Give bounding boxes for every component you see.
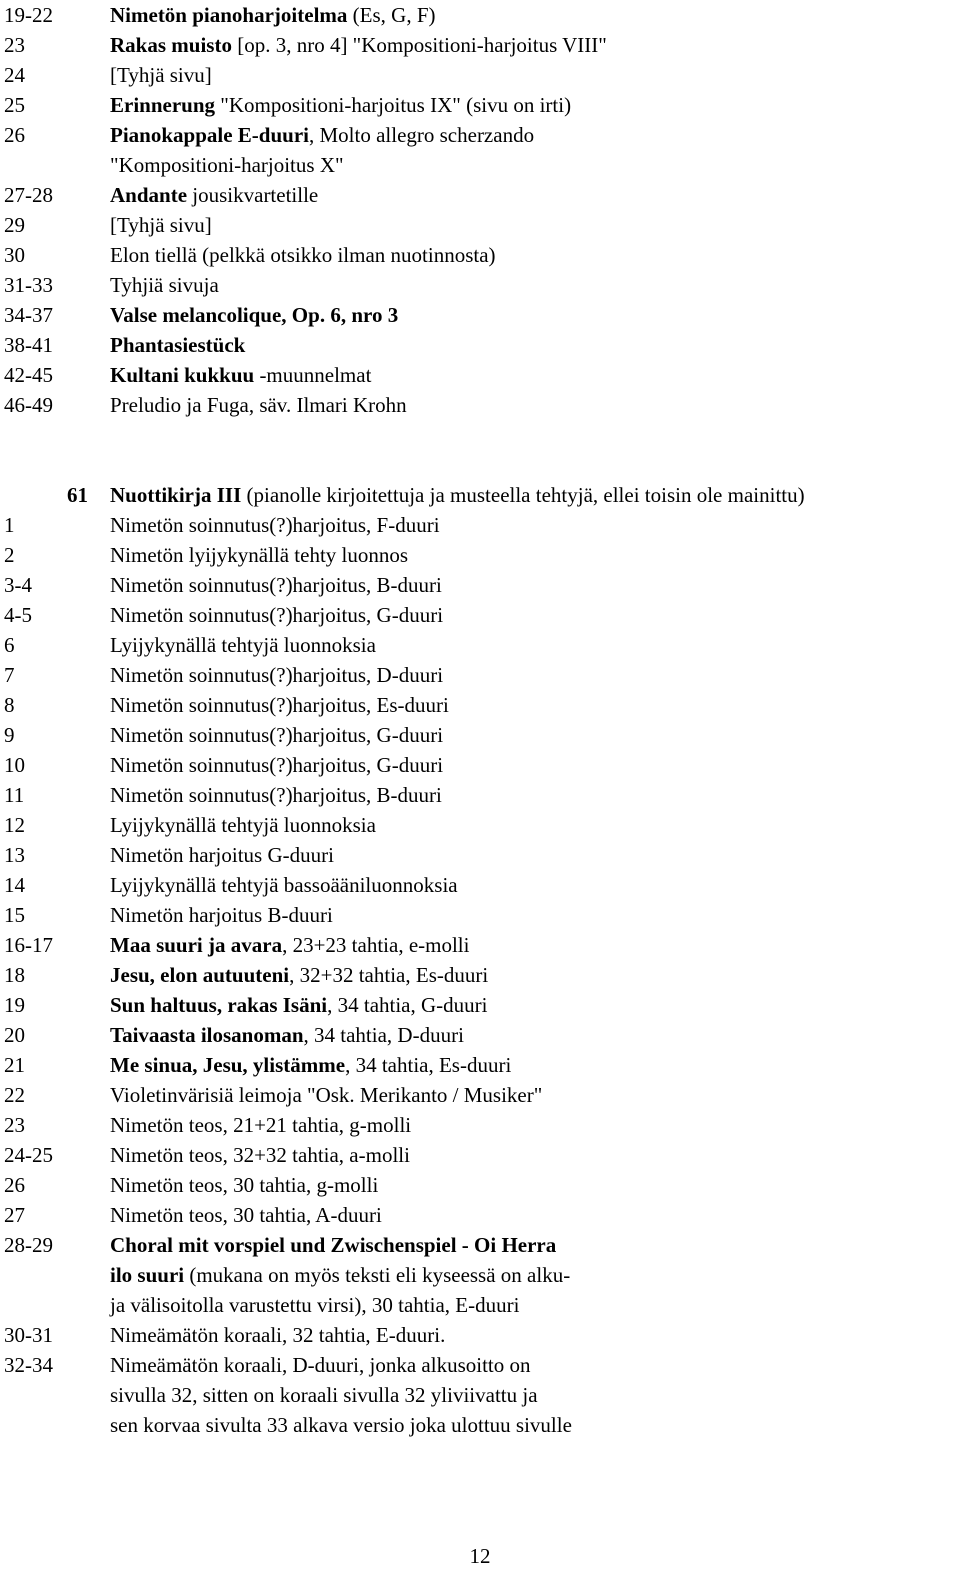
entry-row — [0, 960, 960, 990]
entry-description: Lyijykynällä tehtyjä bassoääniluonnoksia — [110, 873, 458, 897]
entry-description: , 34 tahtia, Es-duuri — [345, 1053, 512, 1077]
entry-description: "Kompositioni-harjoitus X" — [110, 153, 344, 177]
entry-text — [110, 1140, 410, 1170]
entry-row — [0, 660, 960, 690]
entry-text — [110, 990, 488, 1020]
entry-row — [0, 570, 960, 600]
entry-description: Elon tiellä (pelkkä otsikko ilman nuotinnosta) — [110, 243, 496, 267]
entry-text — [110, 240, 496, 270]
entry-text — [110, 1170, 378, 1200]
entry-text — [110, 120, 534, 150]
entry-description: Nimetön harjoitus G-duuri — [110, 843, 334, 867]
entry-row — [0, 1350, 960, 1380]
entry-page-range: 42-45 — [4, 363, 53, 387]
entry-description: Nimetön soinnutus(?)harjoitus, G-duuri — [110, 603, 444, 627]
entry-row — [0, 330, 960, 360]
entry-continuation-line — [0, 1410, 960, 1440]
entry-page-range: 12 — [4, 813, 25, 837]
entry-title: Sun haltuus, rakas Isäni — [110, 993, 328, 1017]
entry-page-range: 24-25 — [4, 1143, 53, 1167]
entry-row — [0, 1110, 960, 1140]
section-rows — [0, 510, 960, 1440]
entry-page-range: 31-33 — [4, 273, 53, 297]
entry-page-range: 3-4 — [4, 573, 32, 597]
entry-description: Nimetön teos, 30 tahtia, g-molli — [110, 1173, 379, 1197]
entry-row — [0, 270, 960, 300]
entry-description: -muunnelmat — [254, 363, 372, 387]
entry-page-range: 22 — [4, 1083, 25, 1107]
entry-text — [110, 540, 408, 570]
entry-description: Nimetön soinnutus(?)harjoitus, B-duuri — [110, 783, 442, 807]
entry-description: [op. 3, nro 4] "Kompositioni-harjoitus VIII" — [231, 33, 607, 57]
entry-page-range: 11 — [4, 783, 25, 807]
entry-page-range: 19 — [4, 993, 25, 1017]
entry-text — [110, 1110, 411, 1140]
entry-text — [110, 870, 458, 900]
entry-title: Taivaasta ilosanoman — [110, 1023, 304, 1047]
entry-description: Nimeämätön koraali, 32 tahtia, E-duuri. — [110, 1323, 446, 1347]
entry-description: , 34 tahtia, D-duuri — [303, 1023, 464, 1047]
entry-row — [0, 1080, 960, 1110]
entry-title: Jesu, elon autuuteni — [110, 963, 290, 987]
entry-title: Me sinua, Jesu, ylistämme — [110, 1053, 346, 1077]
entry-page-range: 29 — [4, 213, 25, 237]
entry-row — [0, 930, 960, 960]
entry-description: , 34 tahtia, G-duuri — [327, 993, 488, 1017]
entry-row — [0, 1230, 960, 1260]
entry-description: Nimetön teos, 32+32 tahtia, a-molli — [110, 1143, 410, 1167]
entry-description: jousikvartetille — [187, 183, 319, 207]
entry-row — [0, 900, 960, 930]
section-heading-title: Nuottikirja III — [110, 483, 242, 507]
entry-page-range: 4-5 — [4, 603, 32, 627]
entry-description: , 32+32 tahtia, Es-duuri — [289, 963, 489, 987]
entry-row — [0, 90, 960, 120]
entry-page-range: 23 — [4, 1113, 25, 1137]
entry-text — [110, 1320, 445, 1350]
entry-page-range: 13 — [4, 843, 25, 867]
entry-title: Maa suuri ja avara — [110, 933, 283, 957]
entry-row — [0, 540, 960, 570]
entry-row — [0, 360, 960, 390]
entry-page-range: 25 — [4, 93, 25, 117]
entry-description: Violetinvärisiä leimoja "Osk. Merikanto / Musiker" — [110, 1083, 543, 1107]
entry-page-range: 21 — [4, 1053, 25, 1077]
entry-page-range: 28-29 — [4, 1233, 53, 1257]
entry-page-range: 8 — [4, 693, 15, 717]
entry-text — [110, 1290, 519, 1320]
entry-description: Nimetön teos, 21+21 tahtia, g-molli — [110, 1113, 412, 1137]
entry-text — [110, 150, 344, 180]
entry-row — [0, 1170, 960, 1200]
entry-page-range: 26 — [4, 1173, 25, 1197]
entry-description: Nimetön soinnutus(?)harjoitus, G-duuri — [110, 723, 444, 747]
entry-description: [Tyhjä sivu] — [110, 213, 212, 237]
entry-page-range: 30 — [4, 243, 25, 267]
section-heading-number: 61 — [67, 483, 88, 507]
section-heading-text — [110, 480, 805, 510]
entry-title: Kultani kukkuu — [110, 363, 255, 387]
entry-text — [110, 780, 442, 810]
entry-page-range: 14 — [4, 873, 25, 897]
entry-description: sivulla 32, sitten on koraali sivulla 32 yliviivattu ja — [110, 1383, 538, 1407]
entry-page-range: 20 — [4, 1023, 25, 1047]
entry-text — [110, 690, 449, 720]
entry-text — [110, 510, 440, 540]
section-heading-description: (pianolle kirjoitettuja ja musteella tehtyjä, ellei toisin ole mainittu) — [241, 483, 805, 507]
entry-text — [110, 840, 334, 870]
entry-page-range: 19-22 — [4, 3, 53, 27]
entry-page-range: 2 — [4, 543, 15, 567]
catalog-section-first — [0, 0, 960, 420]
entry-row — [0, 30, 960, 60]
entry-description: sen korvaa sivulta 33 alkava versio joka ulottuu sivulle — [110, 1413, 572, 1437]
entry-continuation-line — [0, 1380, 960, 1410]
entry-text — [110, 630, 376, 660]
entry-title: Rakas muisto — [110, 33, 232, 57]
entry-page-range: 38-41 — [4, 333, 53, 357]
entry-page-range: 23 — [4, 33, 25, 57]
entry-title: Andante — [110, 183, 188, 207]
entry-text — [110, 900, 333, 930]
entry-text — [110, 960, 488, 990]
entry-text — [110, 1200, 382, 1230]
entry-description: (Es, G, F) — [347, 3, 436, 27]
entry-description: Nimetön soinnutus(?)harjoitus, Es-duuri — [110, 693, 449, 717]
entry-row — [0, 120, 960, 150]
entry-description: Nimetön harjoitus B-duuri — [110, 903, 333, 927]
entry-text — [110, 570, 442, 600]
entry-page-range: 30-31 — [4, 1323, 53, 1347]
entry-text — [110, 1080, 542, 1110]
entry-title: Erinnerung — [110, 93, 216, 117]
entry-page-range: 24 — [4, 63, 25, 87]
entry-description: [Tyhjä sivu] — [110, 63, 212, 87]
entry-text — [110, 600, 443, 630]
entry-text — [110, 930, 469, 960]
entry-text — [110, 180, 318, 210]
entry-row — [0, 60, 960, 90]
entry-row — [0, 870, 960, 900]
entry-text — [110, 750, 443, 780]
entry-row — [0, 840, 960, 870]
entry-text — [110, 720, 443, 750]
entry-text — [110, 60, 212, 90]
entry-row — [0, 180, 960, 210]
entry-row — [0, 510, 960, 540]
entry-page-range: 32-34 — [4, 1353, 53, 1377]
entry-description: , 23+23 tahtia, e-molli — [282, 933, 470, 957]
entry-description: Tyhjiä sivuja — [110, 273, 219, 297]
entry-description: "Kompositioni-harjoitus IX" (sivu on irti) — [215, 93, 572, 117]
entry-text — [110, 30, 607, 60]
entry-page-range: 46-49 — [4, 393, 53, 417]
entry-row — [0, 210, 960, 240]
entry-text — [110, 90, 571, 120]
entry-page-range: 1 — [4, 513, 15, 537]
entry-description: , Molto allegro scherzando — [308, 123, 535, 147]
entry-description: Nimetön teos, 30 tahtia, A-duuri — [110, 1203, 382, 1227]
entry-page-range: 9 — [4, 723, 15, 747]
entry-row — [0, 780, 960, 810]
page-number: 12 — [469, 1544, 491, 1568]
entry-description: Nimetön soinnutus(?)harjoitus, B-duuri — [110, 573, 442, 597]
entry-description: Nimetön soinnutus(?)harjoitus, F-duuri — [110, 513, 440, 537]
entry-description: Lyijykynällä tehtyjä luonnoksia — [110, 633, 376, 657]
entry-row — [0, 810, 960, 840]
section-heading — [0, 480, 960, 510]
entry-page-range: 7 — [4, 663, 15, 687]
entry-text — [110, 1260, 570, 1290]
entry-text — [110, 660, 443, 690]
entry-text — [110, 1050, 511, 1080]
entry-page-range: 15 — [4, 903, 25, 927]
entry-description: ja välisoitolla varustettu virsi), 30 tahtia, E-duuri — [110, 1293, 520, 1317]
entry-text — [110, 1020, 464, 1050]
entry-continuation-line — [0, 1290, 960, 1320]
entry-text — [110, 360, 371, 390]
entry-text — [110, 1230, 556, 1260]
entry-title: Choral mit vorspiel und Zwischenspiel - Oi Herra — [110, 1233, 557, 1257]
entry-row — [0, 600, 960, 630]
entry-text — [110, 1380, 538, 1410]
entry-title: Pianokappale E-duuri — [110, 123, 309, 147]
entry-row — [0, 1200, 960, 1230]
entry-row — [0, 630, 960, 660]
entry-text — [110, 270, 219, 300]
entry-page-range: 18 — [4, 963, 25, 987]
catalog-section-nuottikirja-iii — [0, 480, 960, 1440]
entry-row — [0, 1020, 960, 1050]
entry-description: Lyijykynällä tehtyjä luonnoksia — [110, 813, 376, 837]
entry-text — [110, 0, 436, 30]
entry-page-range: 10 — [4, 753, 25, 777]
entry-row — [0, 300, 960, 330]
entry-continuation-line — [0, 1260, 960, 1290]
entry-page-range: 26 — [4, 123, 25, 147]
entry-page-range: 6 — [4, 633, 15, 657]
entry-description: Nimetön soinnutus(?)harjoitus, G-duuri — [110, 753, 444, 777]
entry-row — [0, 720, 960, 750]
entry-description: (mukana on myös teksti eli kyseessä on alku- — [184, 1263, 571, 1287]
entry-row — [0, 750, 960, 780]
entry-page-range: 27 — [4, 1203, 25, 1227]
entry-page-range: 34-37 — [4, 303, 53, 327]
entry-description: Nimeämätön koraali, D-duuri, jonka alkusoitto on — [110, 1353, 531, 1377]
entry-row — [0, 240, 960, 270]
entry-text — [110, 330, 245, 360]
entry-continuation-line — [0, 150, 960, 180]
entry-row — [0, 690, 960, 720]
entry-row — [0, 1140, 960, 1170]
entry-text — [110, 300, 398, 330]
entry-row — [0, 390, 960, 420]
entry-text — [110, 810, 376, 840]
entry-row — [0, 1320, 960, 1350]
entry-text — [110, 210, 212, 240]
entry-page-range: 16-17 — [4, 933, 53, 957]
entry-title: Phantasiestück — [110, 333, 246, 357]
entry-title: Nimetön pianoharjoitelma — [110, 3, 348, 27]
entry-title: ilo suuri — [110, 1263, 185, 1287]
entry-description: Nimetön soinnutus(?)harjoitus, D-duuri — [110, 663, 444, 687]
entry-description: Nimetön lyijykynällä tehty luonnos — [110, 543, 409, 567]
entry-description: Preludio ja Fuga, säv. Ilmari Krohn — [110, 393, 407, 417]
entry-row — [0, 990, 960, 1020]
entry-page-range: 27-28 — [4, 183, 53, 207]
entry-text — [110, 1350, 531, 1380]
entry-text — [110, 1410, 572, 1440]
entry-title: Valse melancolique, Op. 6, nro 3 — [110, 303, 399, 327]
entry-row — [0, 1050, 960, 1080]
entry-row — [0, 0, 960, 30]
entry-text — [110, 390, 407, 420]
